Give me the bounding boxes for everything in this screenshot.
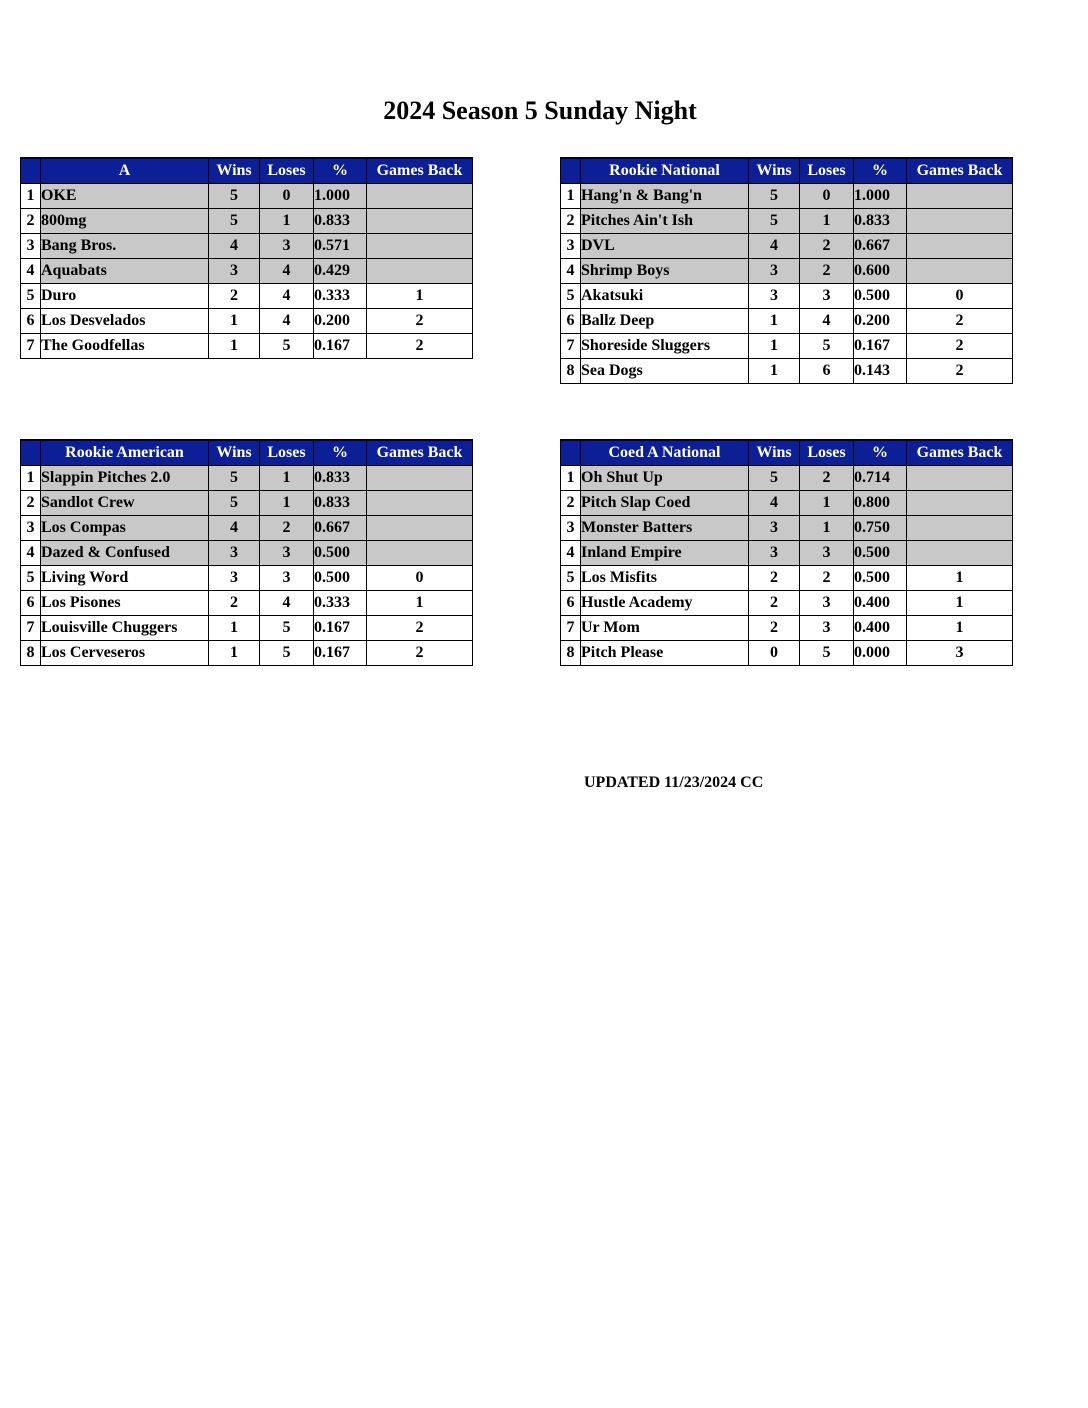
rank-cell: 7 bbox=[21, 334, 41, 359]
rank-cell: 3 bbox=[21, 516, 41, 541]
header-loses: Loses bbox=[800, 440, 854, 466]
loses-cell: 0 bbox=[800, 184, 854, 209]
team-name: Pitch Please bbox=[581, 641, 749, 666]
games-back-cell bbox=[907, 209, 1013, 234]
division-name: Rookie National bbox=[581, 158, 749, 184]
wins-cell: 2 bbox=[749, 566, 800, 591]
team-name: Hang'n & Bang'n bbox=[581, 184, 749, 209]
table-row bbox=[21, 566, 473, 591]
pct-cell: 0.667 bbox=[314, 516, 367, 541]
wins-cell: 3 bbox=[749, 284, 800, 309]
rank-cell: 1 bbox=[561, 184, 581, 209]
header-rank-cell bbox=[561, 158, 581, 184]
rank-cell: 2 bbox=[21, 209, 41, 234]
wins-cell: 4 bbox=[209, 234, 260, 259]
games-back-cell: 2 bbox=[367, 641, 473, 666]
rank-cell: 4 bbox=[561, 541, 581, 566]
loses-cell: 4 bbox=[260, 309, 314, 334]
table-row bbox=[561, 234, 1013, 259]
pct-cell: 0.143 bbox=[854, 359, 907, 384]
wins-cell: 3 bbox=[209, 259, 260, 284]
loses-cell: 4 bbox=[260, 259, 314, 284]
pct-cell: 1.000 bbox=[854, 184, 907, 209]
loses-cell: 0 bbox=[260, 184, 314, 209]
loses-cell: 2 bbox=[800, 466, 854, 491]
rank-cell: 5 bbox=[21, 284, 41, 309]
team-name: Pitch Slap Coed bbox=[581, 491, 749, 516]
team-name: Oh Shut Up bbox=[581, 466, 749, 491]
pct-cell: 0.400 bbox=[854, 591, 907, 616]
team-name: 800mg bbox=[41, 209, 209, 234]
pct-cell: 0.333 bbox=[314, 284, 367, 309]
games-back-cell: 2 bbox=[907, 359, 1013, 384]
team-name: Living Word bbox=[41, 566, 209, 591]
team-name: Dazed & Confused bbox=[41, 541, 209, 566]
pct-cell: 0.167 bbox=[314, 334, 367, 359]
wins-cell: 4 bbox=[749, 234, 800, 259]
team-name: Ballz Deep bbox=[581, 309, 749, 334]
team-name: The Goodfellas bbox=[41, 334, 209, 359]
rank-cell: 2 bbox=[21, 491, 41, 516]
pct-cell: 0.833 bbox=[314, 466, 367, 491]
games-back-cell: 1 bbox=[367, 284, 473, 309]
table-row bbox=[561, 184, 1013, 209]
loses-cell: 3 bbox=[800, 591, 854, 616]
pct-cell: 0.833 bbox=[314, 491, 367, 516]
wins-cell: 3 bbox=[749, 541, 800, 566]
rank-cell: 6 bbox=[21, 309, 41, 334]
loses-cell: 1 bbox=[800, 516, 854, 541]
wins-cell: 3 bbox=[749, 259, 800, 284]
table-row bbox=[561, 516, 1013, 541]
games-back-cell bbox=[907, 259, 1013, 284]
pct-cell: 0.714 bbox=[854, 466, 907, 491]
loses-cell: 3 bbox=[260, 234, 314, 259]
table-row bbox=[561, 616, 1013, 641]
rank-cell: 4 bbox=[561, 259, 581, 284]
games-back-cell: 3 bbox=[907, 641, 1013, 666]
loses-cell: 2 bbox=[260, 516, 314, 541]
loses-cell: 2 bbox=[800, 566, 854, 591]
team-name: Los Compas bbox=[41, 516, 209, 541]
wins-cell: 5 bbox=[209, 491, 260, 516]
pct-cell: 0.833 bbox=[314, 209, 367, 234]
table-row bbox=[21, 516, 473, 541]
header-wins: Wins bbox=[749, 440, 800, 466]
header-pct: % bbox=[314, 158, 367, 184]
games-back-cell: 0 bbox=[907, 284, 1013, 309]
loses-cell: 5 bbox=[260, 334, 314, 359]
games-back-cell bbox=[367, 466, 473, 491]
wins-cell: 1 bbox=[749, 334, 800, 359]
loses-cell: 5 bbox=[800, 641, 854, 666]
team-name: Pitches Ain't Ish bbox=[581, 209, 749, 234]
loses-cell: 5 bbox=[260, 616, 314, 641]
loses-cell: 5 bbox=[260, 641, 314, 666]
loses-cell: 6 bbox=[800, 359, 854, 384]
games-back-cell bbox=[367, 516, 473, 541]
loses-cell: 1 bbox=[260, 209, 314, 234]
pct-cell: 0.167 bbox=[314, 616, 367, 641]
rank-cell: 8 bbox=[561, 359, 581, 384]
games-back-cell: 2 bbox=[367, 334, 473, 359]
header-pct: % bbox=[314, 440, 367, 466]
table-row bbox=[561, 641, 1013, 666]
header-pct: % bbox=[854, 158, 907, 184]
pct-cell: 0.667 bbox=[854, 234, 907, 259]
games-back-cell: 0 bbox=[367, 566, 473, 591]
team-name: Hustle Academy bbox=[581, 591, 749, 616]
pct-cell: 0.750 bbox=[854, 516, 907, 541]
rank-cell: 3 bbox=[21, 234, 41, 259]
wins-cell: 3 bbox=[209, 566, 260, 591]
header-rank-cell bbox=[21, 440, 41, 466]
team-name: Shoreside Sluggers bbox=[581, 334, 749, 359]
table-row bbox=[561, 591, 1013, 616]
rank-cell: 7 bbox=[561, 334, 581, 359]
header-loses: Loses bbox=[800, 158, 854, 184]
pct-cell: 0.500 bbox=[854, 541, 907, 566]
updated-note: UPDATED 11/23/2024 CC bbox=[584, 774, 764, 791]
table-row bbox=[561, 566, 1013, 591]
wins-cell: 1 bbox=[749, 359, 800, 384]
pct-cell: 0.600 bbox=[854, 259, 907, 284]
pct-cell: 0.167 bbox=[854, 334, 907, 359]
team-name: Sea Dogs bbox=[581, 359, 749, 384]
team-name: Slappin Pitches 2.0 bbox=[41, 466, 209, 491]
loses-cell: 3 bbox=[260, 566, 314, 591]
games-back-cell: 2 bbox=[367, 309, 473, 334]
rank-cell: 5 bbox=[561, 566, 581, 591]
games-back-cell: 1 bbox=[907, 616, 1013, 641]
loses-cell: 1 bbox=[260, 491, 314, 516]
pct-cell: 0.833 bbox=[854, 209, 907, 234]
table-row bbox=[561, 466, 1013, 491]
rank-cell: 7 bbox=[21, 616, 41, 641]
games-back-cell: 2 bbox=[907, 334, 1013, 359]
table-row bbox=[21, 234, 473, 259]
team-name: OKE bbox=[41, 184, 209, 209]
wins-cell: 2 bbox=[209, 284, 260, 309]
wins-cell: 1 bbox=[749, 309, 800, 334]
pct-cell: 0.200 bbox=[854, 309, 907, 334]
wins-cell: 1 bbox=[209, 641, 260, 666]
team-name: Bang Bros. bbox=[41, 234, 209, 259]
wins-cell: 5 bbox=[749, 209, 800, 234]
table-row bbox=[561, 491, 1013, 516]
pct-cell: 0.200 bbox=[314, 309, 367, 334]
table-row bbox=[561, 259, 1013, 284]
header-games-back: Games Back bbox=[367, 158, 473, 184]
wins-cell: 4 bbox=[209, 516, 260, 541]
pct-cell: 0.500 bbox=[854, 566, 907, 591]
table-row bbox=[21, 591, 473, 616]
team-name: Sandlot Crew bbox=[41, 491, 209, 516]
team-name: Los Pisones bbox=[41, 591, 209, 616]
table-row bbox=[21, 616, 473, 641]
pct-cell: 0.571 bbox=[314, 234, 367, 259]
rank-cell: 1 bbox=[21, 184, 41, 209]
table-row bbox=[21, 334, 473, 359]
games-back-cell bbox=[907, 466, 1013, 491]
table-row bbox=[561, 309, 1013, 334]
pct-cell: 0.500 bbox=[314, 541, 367, 566]
page-title: 2024 Season 5 Sunday Night bbox=[383, 96, 697, 125]
header-wins: Wins bbox=[209, 158, 260, 184]
wins-cell: 5 bbox=[209, 209, 260, 234]
rank-cell: 5 bbox=[21, 566, 41, 591]
loses-cell: 2 bbox=[800, 259, 854, 284]
table-row bbox=[21, 209, 473, 234]
header-rank-cell bbox=[561, 440, 581, 466]
games-back-cell bbox=[907, 491, 1013, 516]
loses-cell: 3 bbox=[800, 284, 854, 309]
team-name: DVL bbox=[581, 234, 749, 259]
pct-cell: 0.167 bbox=[314, 641, 367, 666]
table-row bbox=[561, 284, 1013, 309]
loses-cell: 4 bbox=[260, 591, 314, 616]
rank-cell: 5 bbox=[561, 284, 581, 309]
team-name: Monster Batters bbox=[581, 516, 749, 541]
table-row bbox=[561, 541, 1013, 566]
games-back-cell bbox=[907, 234, 1013, 259]
loses-cell: 4 bbox=[800, 309, 854, 334]
header-loses: Loses bbox=[260, 440, 314, 466]
loses-cell: 4 bbox=[260, 284, 314, 309]
team-name: Ur Mom bbox=[581, 616, 749, 641]
games-back-cell bbox=[907, 541, 1013, 566]
wins-cell: 0 bbox=[749, 641, 800, 666]
games-back-cell: 1 bbox=[367, 591, 473, 616]
wins-cell: 2 bbox=[209, 591, 260, 616]
header-row bbox=[21, 440, 473, 466]
team-name: Aquabats bbox=[41, 259, 209, 284]
rank-cell: 6 bbox=[561, 309, 581, 334]
games-back-cell bbox=[907, 184, 1013, 209]
rank-cell: 2 bbox=[561, 209, 581, 234]
wins-cell: 5 bbox=[209, 466, 260, 491]
games-back-cell bbox=[367, 259, 473, 284]
wins-cell: 2 bbox=[749, 616, 800, 641]
games-back-cell bbox=[367, 209, 473, 234]
header-games-back: Games Back bbox=[367, 440, 473, 466]
rank-cell: 4 bbox=[21, 541, 41, 566]
table-row bbox=[21, 641, 473, 666]
rank-cell: 3 bbox=[561, 516, 581, 541]
loses-cell: 1 bbox=[800, 209, 854, 234]
pct-cell: 0.400 bbox=[854, 616, 907, 641]
rank-cell: 8 bbox=[21, 641, 41, 666]
standings-table-a bbox=[20, 157, 473, 359]
team-name: Shrimp Boys bbox=[581, 259, 749, 284]
rank-cell: 6 bbox=[21, 591, 41, 616]
header-pct: % bbox=[854, 440, 907, 466]
standings-table-rookie-american bbox=[20, 439, 473, 666]
loses-cell: 3 bbox=[800, 541, 854, 566]
table-row bbox=[561, 359, 1013, 384]
header-games-back: Games Back bbox=[907, 440, 1013, 466]
rank-cell: 4 bbox=[21, 259, 41, 284]
wins-cell: 5 bbox=[209, 184, 260, 209]
games-back-cell: 1 bbox=[907, 566, 1013, 591]
loses-cell: 5 bbox=[800, 334, 854, 359]
games-back-cell bbox=[367, 184, 473, 209]
rank-cell: 1 bbox=[21, 466, 41, 491]
team-name: Los Desvelados bbox=[41, 309, 209, 334]
header-row bbox=[21, 158, 473, 184]
rank-cell: 7 bbox=[561, 616, 581, 641]
table-row bbox=[21, 284, 473, 309]
pct-cell: 0.000 bbox=[854, 641, 907, 666]
team-name: Louisville Chuggers bbox=[41, 616, 209, 641]
rank-cell: 3 bbox=[561, 234, 581, 259]
team-name: Inland Empire bbox=[581, 541, 749, 566]
header-row bbox=[561, 158, 1013, 184]
rank-cell: 2 bbox=[561, 491, 581, 516]
games-back-cell: 2 bbox=[367, 616, 473, 641]
header-wins: Wins bbox=[209, 440, 260, 466]
table-row bbox=[21, 491, 473, 516]
header-games-back: Games Back bbox=[907, 158, 1013, 184]
division-name: Coed A National bbox=[581, 440, 749, 466]
rank-cell: 1 bbox=[561, 466, 581, 491]
wins-cell: 1 bbox=[209, 334, 260, 359]
wins-cell: 3 bbox=[749, 516, 800, 541]
table-row bbox=[21, 259, 473, 284]
standings-table-coed-a-national bbox=[560, 439, 1013, 666]
wins-cell: 1 bbox=[209, 616, 260, 641]
rank-cell: 8 bbox=[561, 641, 581, 666]
table-row bbox=[21, 466, 473, 491]
rank-cell: 6 bbox=[561, 591, 581, 616]
pct-cell: 0.429 bbox=[314, 259, 367, 284]
pct-cell: 0.333 bbox=[314, 591, 367, 616]
team-name: Duro bbox=[41, 284, 209, 309]
loses-cell: 3 bbox=[260, 541, 314, 566]
table-row bbox=[21, 541, 473, 566]
pct-cell: 0.500 bbox=[854, 284, 907, 309]
wins-cell: 1 bbox=[209, 309, 260, 334]
loses-cell: 1 bbox=[260, 466, 314, 491]
loses-cell: 2 bbox=[800, 234, 854, 259]
wins-cell: 2 bbox=[749, 591, 800, 616]
header-row bbox=[561, 440, 1013, 466]
games-back-cell bbox=[367, 234, 473, 259]
pct-cell: 0.500 bbox=[314, 566, 367, 591]
team-name: Los Cerveseros bbox=[41, 641, 209, 666]
loses-cell: 3 bbox=[800, 616, 854, 641]
table-row bbox=[561, 334, 1013, 359]
division-name: A bbox=[41, 158, 209, 184]
division-name: Rookie American bbox=[41, 440, 209, 466]
wins-cell: 3 bbox=[209, 541, 260, 566]
games-back-cell: 2 bbox=[907, 309, 1013, 334]
team-name: Akatsuki bbox=[581, 284, 749, 309]
table-row bbox=[561, 209, 1013, 234]
pct-cell: 0.800 bbox=[854, 491, 907, 516]
games-back-cell bbox=[367, 541, 473, 566]
team-name: Los Misfits bbox=[581, 566, 749, 591]
table-row bbox=[21, 184, 473, 209]
games-back-cell bbox=[367, 491, 473, 516]
header-wins: Wins bbox=[749, 158, 800, 184]
games-back-cell bbox=[907, 516, 1013, 541]
wins-cell: 4 bbox=[749, 491, 800, 516]
wins-cell: 5 bbox=[749, 466, 800, 491]
standings-table-rookie-national bbox=[560, 157, 1013, 384]
loses-cell: 1 bbox=[800, 491, 854, 516]
header-rank-cell bbox=[21, 158, 41, 184]
wins-cell: 5 bbox=[749, 184, 800, 209]
games-back-cell: 1 bbox=[907, 591, 1013, 616]
header-loses: Loses bbox=[260, 158, 314, 184]
pct-cell: 1.000 bbox=[314, 184, 367, 209]
table-row bbox=[21, 309, 473, 334]
